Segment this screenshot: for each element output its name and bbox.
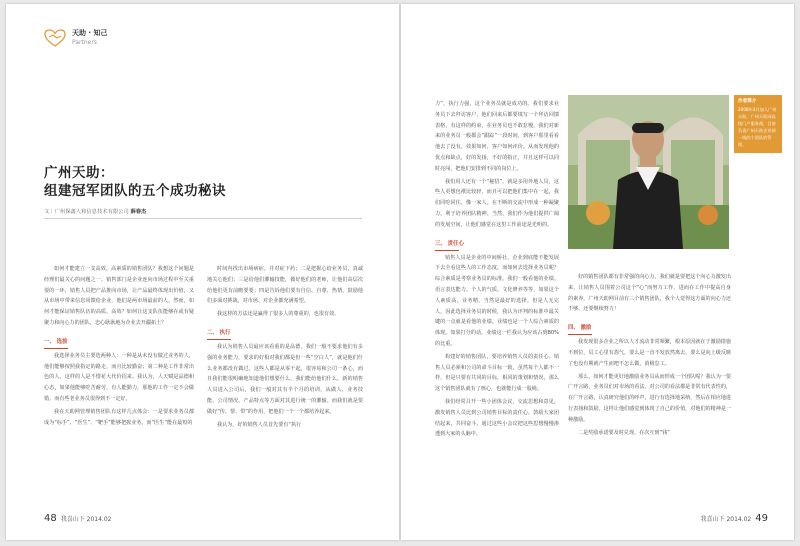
brand-subtitle: Partners [72, 39, 97, 46]
title-divider [44, 218, 362, 219]
left-folio [44, 513, 111, 524]
folio-text-right: 我喜山下 2014.02 [700, 516, 752, 523]
paragraph: 构建好的销售团队，要培养销售人员的责任心。销售人员必须和公司的命斗目标一致，虽然每个人都不一样，但是只要有共同的目标，相同的策划和情况，那么这个销售团队就有了核心，也就能行成一股绳。 [435, 353, 559, 393]
author-name: 薛春杰 [130, 209, 147, 215]
right-folio [701, 513, 768, 524]
paragraph: 我们经常召开一些小团体会议，交流思想和意见，激发销售人员比到公司销售目标的责任心，鼓励大家团结起来，共同奋斗，通过这些小会议把这些思想慢慢渗透到大家的头脑中。 [435, 398, 559, 438]
article-title [44, 164, 226, 200]
section-heading-4: 四、 激励 [568, 323, 731, 335]
brand-header [44, 29, 108, 47]
paragraph: 我们用人还有一个“秘招”，就是多用外地人员，这些人更想包袱比较轻，而且可以把他们集中在一起，我们同吃同住，像一家人。在不断的交流中形成一种凝聚力，利于培养团队精神。当然，我们作为他们提供广阔的发展空间，让他们感觉在这里工作前途是光明的。 [435, 178, 559, 228]
left-page [6, 4, 399, 540]
title-line-2: 组建冠军团队的五个成功秘诀 [44, 183, 226, 199]
paragraph: 我认为，好的销售人员首先要有“执行 [217, 421, 302, 428]
paragraph: 力”，执行力强，这个业务员就是成功的。我们要求业务员下去拜访客户，他们回来后都要填写一个拜访回馈表格，有这样的约束，在业务员也不敢怠慢。我们对新来的业务员一般都会“跟踪”一段时间，到客户那里看看他去了没有，效果如何，客户如何评价。从而发现他的优点和缺点，好的发扬，不好的指正，并且这样可以同时亮闯，把他们安排到不同的岗位上。 [435, 101, 559, 172]
paragraph: 我在天助网管理销售团队有这样几点体会：一是要求业务员都成为“标手”、“医生”、“靶手”能够把握业务。而“医生”能在最短的 [44, 408, 194, 426]
paragraph: 我选择业务员主要选两种人：一种是从未没有做过业务的人，他们能够按照我指定的路走，而且比较勤奋；第二种是工作非常出色的人，这样的人是不惜花大代价招来。我认为，人天赋是品德和心态，如果他能够吃苦耐劳，有人能勤力，那他的工作一定不会做错。而有些老业务员很得到不一定好。 [44, 352, 194, 402]
handshake-heart-icon [44, 29, 66, 47]
page-number-left: 48 [44, 513, 57, 524]
intro-paragraph: 如何才能建立一支高效、高素质的销售团队？我想这个问题是经理们最关心的问题之一。销售部门是企业连向市场过程中至关重要的一环，销售人员把产品推向市场，让产品最终体现出价值，又从市场中带来信息回馈给企业，他们是两市场最前的人。然而，如何才能保证销售队伍的高质、高效？如何让这支队伍能够在或有疑聚力和向心力的团队，忠心耿耿地为企业去开疆拓土？ [44, 266, 194, 326]
paragraph: 时间内找出市场病症，并对症下药；二是把握心给业务员，真诚地关心他们；三是给他们灌输技能，做好他们的老师，让他们高层次给他们更有前瞻要要；四是告诉他们要有自信、自尊、热情，鼓励他们多面对挑战，对市场、对企业都充满希望。 [207, 266, 363, 305]
brand-title: 天助 · 知己 [72, 29, 108, 37]
title-line-1: 广州天助： [44, 165, 114, 181]
paragraph: 销售人员是企业的中间桥社，企业到底能不能发展下去全看这些人的工作态度，而如何去选择业务员呢？综合素质是考察业务员的标准。我们一般看他的业绩、语言表达能力、个人的气质、文化修养等等，如果这个人素质高，业务精，当然是最好的选择。但是人无完人，因此选择业务员的时候，我认为评判的标准中最关键的一点就是看他的业绩。业绩也是一个人综合素质的体现。如果打分的话，业绩这一栏我认为应该占到80%的比重。 [435, 254, 559, 347]
section-heading-2: 二、 执行 [207, 328, 363, 340]
byline [44, 207, 146, 215]
paragraph: 我这样的方法还是赢得了很多人的尊重的，也很有效。 [217, 311, 340, 318]
left-column-1 [44, 264, 194, 430]
right-page [401, 4, 794, 540]
bio-title: 作者简介 [738, 99, 757, 104]
bio-text: 2008年4月加入广州天助，广州天助网高级门户服务商，目前负责广州天助企业网一线的个团队的管理。 [738, 107, 777, 147]
right-column-2 [568, 272, 731, 440]
section-heading-1: 一、 选拔 [44, 337, 194, 349]
right-column-1 [435, 99, 559, 442]
paragraph: 二是奖励承诺要及时兑现。在次互到“钱” [578, 429, 670, 436]
man-portrait-photo [568, 95, 729, 249]
paragraph: 好的销售团队都有非常强的向心力，我们就是要把这个向心力激发出来，让销售人员围着公司这个“心”而努力工作，进而在工作中提高自身的素养。广州天助网目前有三个销售团队，我个人觉得这方面的向心力还不够，还要继续努力！ [568, 274, 732, 313]
paragraph: 我发现很多企业之所以人才流动非常频繁，根本原因就在于激励措施不到位，员工心里有怨气，要么是一直不发放然离去，要么是向上级反映了也没有期就产生而吧不怎么做，消极怠工。 [568, 339, 732, 367]
page-number-right: 49 [755, 513, 768, 524]
paragraph: 我认为销售人员最应该看重的是品德，我们一般不要求他们有多强的业务能力，要求的好相对我们都是但一些“空白人”，就是他们什么业务都没有做过。这些人都是从零干起，很容易和公司一条心，而且我们能很明确地知道他们想要什么，我们能给他们什么。新的销售人员进入公司后，我们一般对其有半个月的培训，从做人、业务技能、公司情况、产品特点等方面对其进行统一的灌输。而我们就是要做好“传、帮、带”的作用，把他们一个一个都培养起来。 [207, 343, 363, 415]
left-column-2 [207, 264, 363, 432]
photo-illustration [568, 95, 729, 249]
section-heading-3: 三、 责任心 [435, 239, 559, 251]
byline-prefix: 文｜广州保鑫人和信息技术有限公司 [44, 209, 129, 215]
author-bio-box [734, 95, 782, 153]
folio-text-left: 我喜山下 2014.02 [60, 516, 112, 523]
paragraph: 那么，如何才能更好地激励业务员从而形成一个团队呢？我认为一要广开言路，业务员们对市场的看法，对公司的看法都是非常有代表性的，在广开言路，认真研究他们的呼声，进行有选择地采纳，然后在相应地进行表扬和鼓励，这样让他们感觉到体现了自己的价值，对他们的精神是一种激励。 [568, 373, 732, 423]
